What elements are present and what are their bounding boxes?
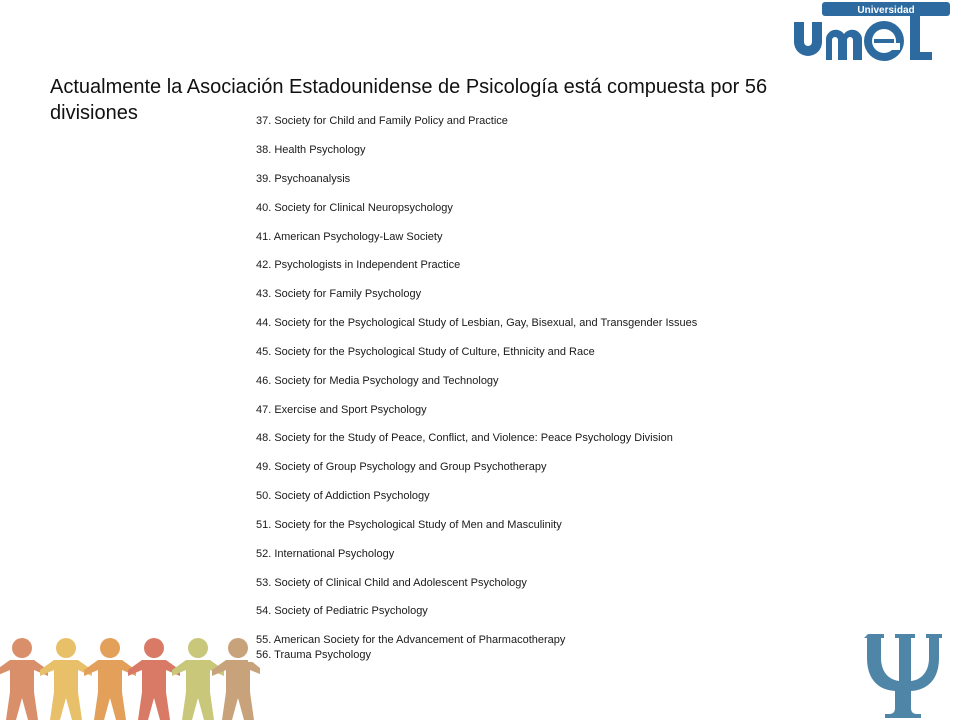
division-item: 39. Psychoanalysis <box>256 173 351 185</box>
list-edge-mask <box>248 630 256 662</box>
psi-symbol-icon <box>860 628 950 720</box>
person-figure <box>172 638 224 720</box>
person-figure <box>84 638 136 720</box>
division-item: 43. Society for Family Psychology <box>256 288 422 300</box>
division-item: 42. Psychologists in Independent Practice <box>256 259 461 271</box>
division-item: 53. Society of Clinical Child and Adolescent Psychology <box>256 577 527 589</box>
division-item: 38. Health Psychology <box>256 144 366 156</box>
person-figure <box>40 638 92 720</box>
slide-title: Actualmente la Asociación Estadounidense de Psicología está compuesta por 56 divisiones <box>50 76 768 124</box>
division-item: 55. American Society for the Advancement of Pharmacotherapy <box>256 634 566 646</box>
division-item: 50. Society of Addiction Psychology <box>256 490 430 502</box>
person-figure <box>128 638 180 720</box>
division-item: 45. Society for the Psychological Study of Culture, Ethnicity and Race <box>256 346 595 358</box>
division-item: 37. Society for Child and Family Policy and Practice <box>256 115 508 127</box>
svg-text:Universidad: Universidad <box>857 5 915 16</box>
division-item: 47. Exercise and Sport Psychology <box>256 404 427 416</box>
division-item: 46. Society for Media Psychology and Technology <box>256 375 499 387</box>
person-figure <box>0 638 48 720</box>
division-item: 56. Trauma Psychology <box>256 649 371 661</box>
division-item: 40. Society for Clinical Neuropsychology <box>256 202 453 214</box>
division-item: 41. American Psychology-Law Society <box>256 231 443 243</box>
division-item: 54. Society of Pediatric Psychology <box>256 605 428 617</box>
division-item: 48. Society for the Study of Peace, Conflict, and Violence: Peace Psychology Division <box>256 432 673 444</box>
universidad-umel-logo <box>780 0 960 70</box>
division-item: 52. International Psychology <box>256 548 395 560</box>
division-item: 44. Society for the Psychological Study of Lesbian, Gay, Bisexual, and Transgender Issues <box>256 317 698 329</box>
division-item: 51. Society for the Psychological Study of Men and Masculinity <box>256 519 562 531</box>
people-chain-illustration <box>0 630 270 720</box>
division-item: 49. Society of Group Psychology and Group Psychotherapy <box>256 461 547 473</box>
